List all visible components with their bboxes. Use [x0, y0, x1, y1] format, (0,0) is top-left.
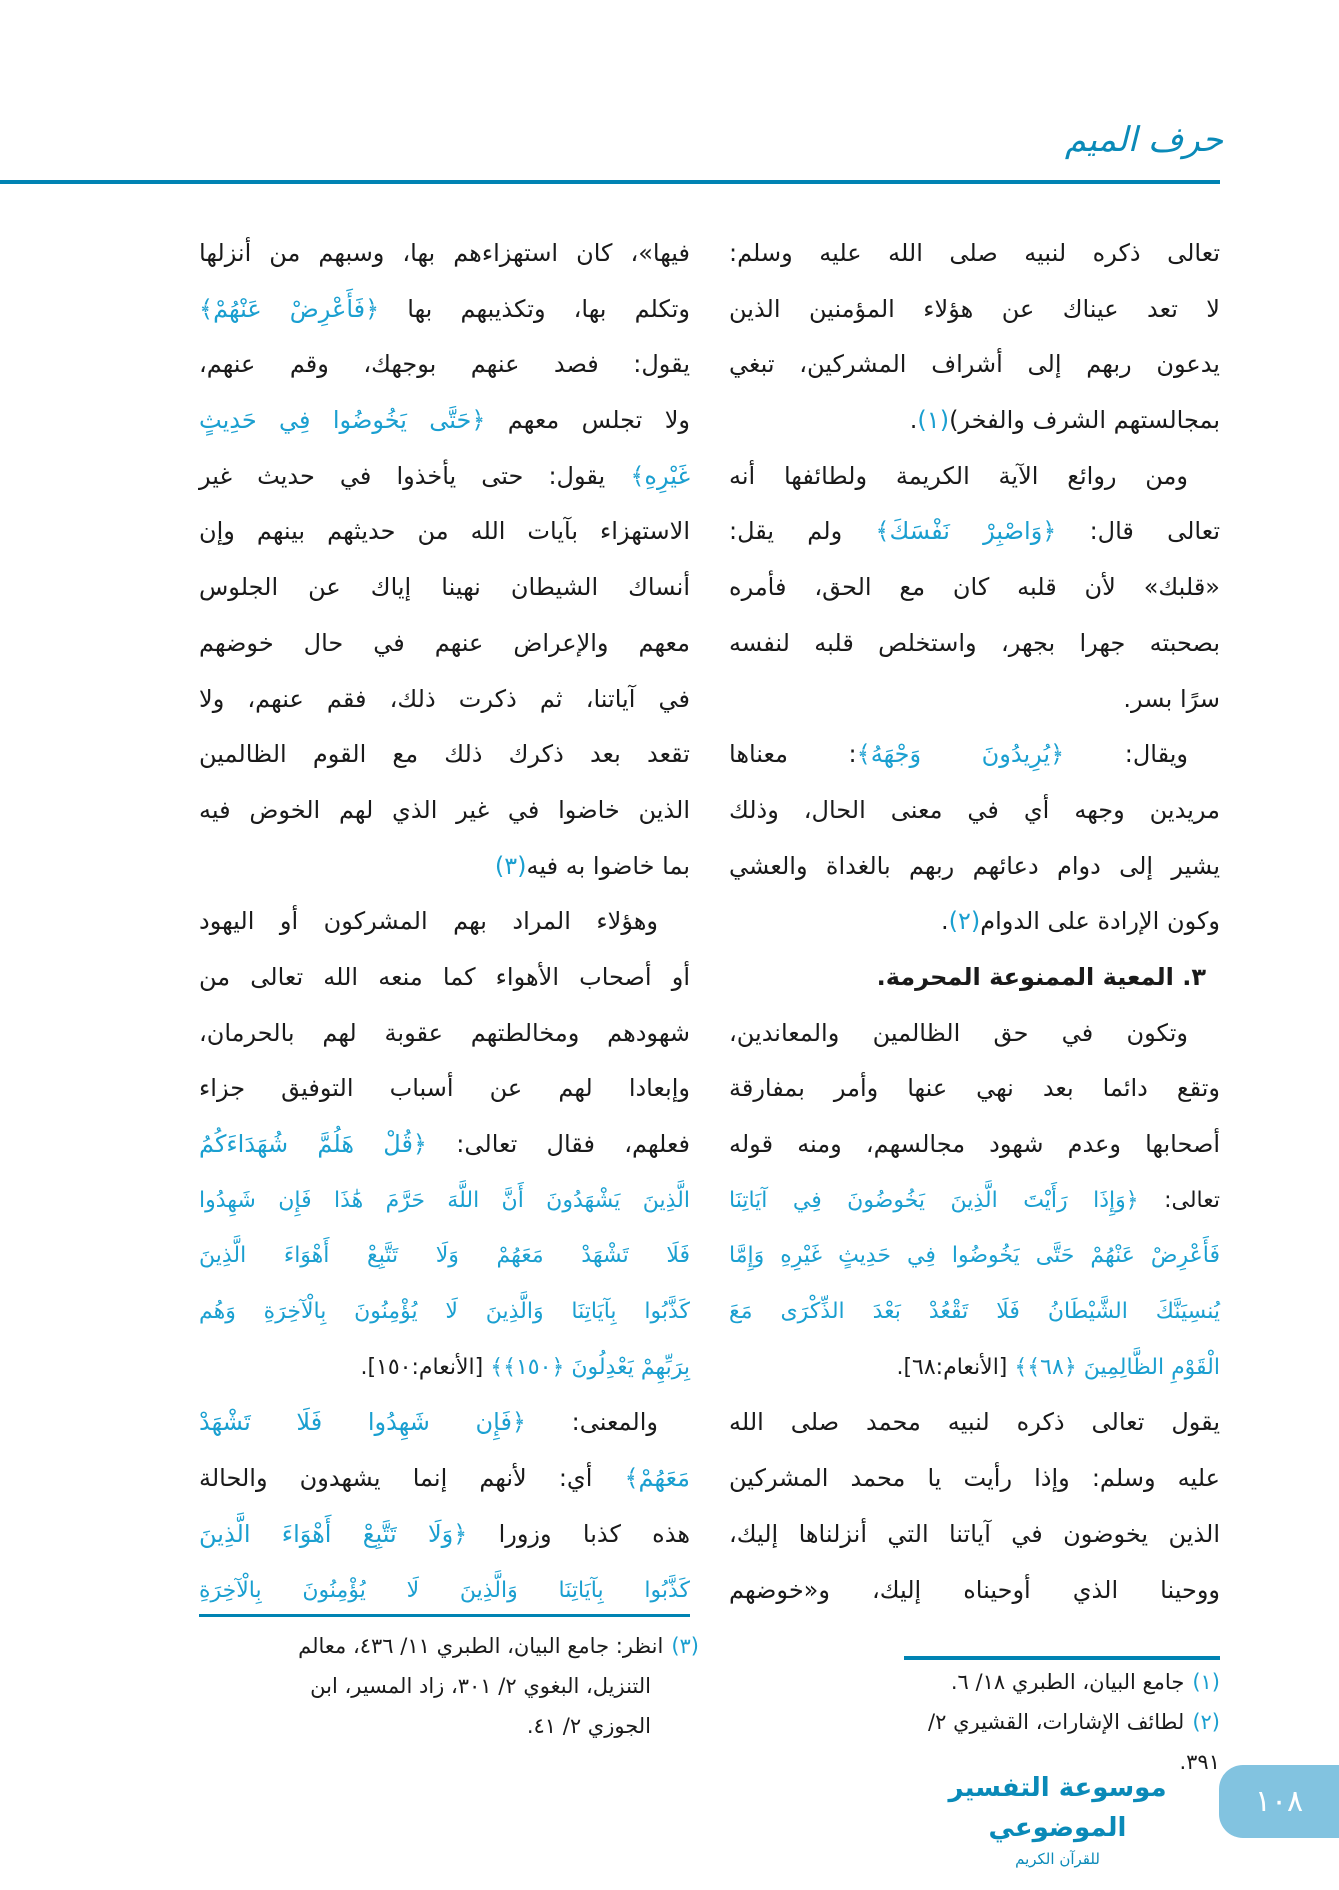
body-text: ولم يقل: [729, 517, 876, 546]
text-line [729, 1117, 1220, 1173]
text-line [729, 839, 1220, 895]
body-text: شهودهم ومخالطتهم عقوبة لهم بالحرمان، [199, 1018, 690, 1047]
text-line [199, 393, 690, 449]
body-text: الذين خاضوا في غير الذي لهم الخوض فيه [199, 795, 690, 824]
text-line [729, 337, 1220, 393]
text-line [199, 1563, 690, 1619]
body-text: بمجالستهم الشرف والفخر) [949, 406, 1220, 435]
text-line [199, 560, 690, 616]
section-heading [729, 950, 1220, 1006]
text-line [729, 1284, 1220, 1340]
text-line [199, 504, 690, 560]
quran-text: غَيْرِهِ﴾ [630, 461, 690, 490]
text-line [199, 839, 690, 895]
text-line [199, 1117, 690, 1173]
body-text: [الأنعام:٦٨]. [896, 1354, 1015, 1380]
chapter-title: حرف الميم [1064, 120, 1223, 160]
body-text: يدعون ربهم إلى أشراف المشركين، تبغي [729, 350, 1220, 379]
body-text: . [940, 907, 949, 936]
text-line [199, 783, 690, 839]
body-text: والمعنى: [526, 1408, 659, 1437]
text-line [729, 1061, 1220, 1117]
body-text: «قلبك» لأن قلبه كان مع الحق، فأمره [729, 573, 1220, 602]
quran-text: ﴿حَتَّى يَخُوضُوا فِي حَدِيثٍ [199, 406, 486, 435]
text-line [199, 1228, 690, 1284]
text-line [199, 672, 690, 728]
text-line [729, 894, 1220, 950]
body-text: وتكون في حق الظالمين والمعاندين، [729, 1018, 1188, 1047]
body-text: وتقع دائما بعد نهي عنها وأمر بمفارقة [729, 1074, 1220, 1103]
text-line [729, 1395, 1220, 1451]
text-line [199, 1061, 690, 1117]
body-text: مريدين وجهه أي في معنى الحال، وذلك [729, 795, 1220, 824]
body-text: ولا تجلس معهم [485, 406, 690, 435]
body-text: تعالى: [1138, 1187, 1220, 1213]
footnote-3: (٣)انظر: جامع البيان، الطبري ١١/ ٤٣٦، معالم التنزيل، البغوي ٢/ ٣٠١، زاد المسير، ابن الجوزي ٢/ ٤١. [298, 1634, 699, 1738]
text-line [729, 672, 1220, 728]
body-text: بصحبته جهرا بجهر، واستخلص قلبه لنفسه [729, 628, 1220, 657]
footnote-1: (١)جامع البيان، الطبري ١٨/ ٦. [950, 1670, 1220, 1694]
quran-text: كَذَّبُوا بِآيَاتِنَا وَالَّذِينَ لَا يُؤْمِنُونَ بِالْآخِرَةِ [199, 1577, 690, 1603]
page-number-badge: ١٠٨ [1219, 1765, 1339, 1838]
right-text-column [729, 226, 1220, 1618]
quran-text: ﴿وَإِذَا رَأَيْتَ الَّذِينَ يَخُوضُونَ فِي آيَاتِنَا [729, 1187, 1139, 1213]
quran-text: فَأَعْرِضْ عَنْهُمْ حَتَّى يَخُوضُوا فِي حَدِيثٍ غَيْرِهِ وَإِمَّا [729, 1243, 1220, 1269]
text-line [729, 1563, 1220, 1619]
text-line [729, 393, 1220, 449]
quran-text: فَلَا تَشْهَدْ مَعَهُمْ وَلَا تَتَّبِعْ أَهْوَاءَ الَّذِينَ [199, 1243, 690, 1269]
body-text: أنساك الشيطان نهينا إياك عن الجلوس [199, 573, 690, 602]
text-line [729, 226, 1220, 282]
footnotes-right [900, 1662, 1220, 1782]
text-line [729, 616, 1220, 672]
body-text: في آياتنا، ثم ذكرت ذلك، فقم عنهم، ولا [199, 684, 690, 713]
body-text: أي: لأنهم إنما يشهدون والحالة [199, 1464, 625, 1493]
quran-text: ﴿فَإِن شَهِدُوا فَلَا تَشْهَدْ [199, 1408, 526, 1437]
quran-text: ﴿قُلْ هَلُمَّ شُهَدَاءَكُمُ [199, 1130, 427, 1158]
text-line [729, 1507, 1220, 1563]
body-text: : معناها [729, 740, 857, 769]
footnote-2: (٢)لطائف الإشارات، القشيري ٢/ ٣٩١. [928, 1710, 1220, 1774]
body-text: يقول: فصد عنهم بوجهك، وقم عنهم، [199, 350, 690, 379]
body-text: . [909, 406, 918, 435]
text-line [729, 1173, 1220, 1229]
left-text-column [199, 226, 690, 1618]
body-text: بما خاضوا به فيه [526, 851, 690, 880]
body-text: أو أصحاب الأهواء كما منعه الله تعالى من [199, 962, 690, 991]
text-line [199, 1173, 690, 1229]
body-text: ووحينا الذي أوحيناه إليك، و«خوضهم [729, 1575, 1220, 1604]
quran-text: (٣) [494, 851, 527, 880]
body-text: يقول: حتى يأخذوا في حديث غير [199, 461, 631, 490]
text-line [199, 1395, 690, 1451]
text-line [199, 1340, 690, 1396]
body-text: ٣. المعية الممنوعة المحرمة. [876, 962, 1206, 991]
text-line [729, 1340, 1220, 1396]
body-text: الاستهزاء بآيات الله من حديثهم بينهم وإن [199, 517, 690, 546]
body-text: ومن روائع الآية الكريمة ولطائفها أنه [729, 461, 1188, 490]
text-line [729, 1228, 1220, 1284]
body-text: سرًا بسر. [1123, 684, 1220, 713]
quran-text: (٢) [948, 907, 981, 936]
text-line [199, 894, 690, 950]
body-text: ويقال: [1064, 740, 1189, 769]
body-text: فعلهم، فقال تعالى: [427, 1130, 690, 1158]
body-text: تعالى ذكره لنبيه صلى الله عليه وسلم: [729, 239, 1220, 267]
text-line [729, 449, 1220, 505]
left-footnote-divider [199, 1614, 690, 1617]
text-line [199, 449, 690, 505]
body-text: يقول تعالى ذكره لنبيه محمد صلى الله [729, 1408, 1220, 1437]
text-line [199, 1451, 690, 1507]
quran-text: (١) [917, 406, 950, 435]
body-text: فيها»، كان استهزاءهم بها، وسبهم من أنزلها [199, 239, 690, 267]
quran-text: بِرَبِّهِمْ يَعْدِلُونَ ﴿١٥٠﴾﴾ [490, 1354, 690, 1380]
text-line [729, 282, 1220, 338]
quran-text: ﴿فَأَعْرِضْ عَنْهُمْ﴾ [199, 294, 380, 323]
text-line [729, 560, 1220, 616]
text-line [199, 950, 690, 1006]
body-text: وتكلم بها، وتكذيبهم بها [379, 294, 691, 323]
text-line [199, 1006, 690, 1062]
body-text: [الأنعام:١٥٠]. [360, 1354, 491, 1380]
header-divider [0, 180, 1220, 184]
encyclopedia-logo: موسوعة التفسير الموضوعي للقرآن الكريم [948, 1773, 1167, 1868]
body-text: يشير إلى دوام دعائهم ربهم بالغداة والعشي [729, 851, 1220, 880]
text-line [199, 226, 690, 282]
body-text: هذه كذبا وزورا [467, 1519, 690, 1548]
text-line [199, 337, 690, 393]
quran-text: يُنسِيَنَّكَ الشَّيْطَانُ فَلَا تَقْعُدْ بَعْدَ الذِّكْرَى مَعَ [729, 1299, 1220, 1325]
quran-text: كَذَّبُوا بِآيَاتِنَا وَالَّذِينَ لَا يُؤْمِنُونَ بِالْآخِرَةِ وَهُم [199, 1299, 690, 1325]
right-footnote-divider [904, 1656, 1220, 1660]
text-line [199, 1507, 690, 1563]
body-text: وكون الإرادة على الدوام [980, 907, 1220, 936]
text-line [199, 727, 690, 783]
quran-text: ﴿وَلَا تَتَّبِعْ أَهْوَاءَ الَّذِينَ [199, 1519, 468, 1548]
text-line [199, 616, 690, 672]
body-text: الذين يخوضون في آياتنا التي أنزلناها إليك، [729, 1519, 1220, 1548]
text-line [199, 282, 690, 338]
text-line [729, 783, 1220, 839]
body-text: وإبعادا لهم عن أسباب التوفيق جزاء [199, 1074, 690, 1103]
body-text: تعالى قال: [1056, 517, 1221, 546]
body-text: تقعد بعد ذكرك ذلك مع القوم الظالمين [199, 740, 690, 769]
quran-text: الَّذِينَ يَشْهَدُونَ أَنَّ اللَّهَ حَرَّمَ هَٰذَا فَإِن شَهِدُوا [199, 1187, 690, 1213]
body-text: عليه وسلم: وإذا رأيت يا محمد المشركين [729, 1464, 1220, 1493]
body-text: وهؤلاء المراد بهم المشركون أو اليهود [199, 907, 658, 936]
quran-text: ﴿وَاصْبِرْ نَفْسَكَ﴾ [875, 517, 1057, 546]
quran-text: مَعَهُمْ﴾ [624, 1464, 690, 1493]
text-line [199, 1284, 690, 1340]
body-text: أصحابها وعدم شهود مجالسهم، ومنه قوله [729, 1130, 1220, 1158]
text-line [729, 1006, 1220, 1062]
quran-text: ﴿يُرِيدُونَ وَجْهَهُ﴾ [856, 740, 1065, 769]
text-line [729, 1451, 1220, 1507]
body-text: لا تعد عيناك عن هؤلاء المؤمنين الذين [729, 294, 1220, 323]
text-line [729, 727, 1220, 783]
text-line [729, 504, 1220, 560]
body-text: معهم والإعراض عنهم في حال خوضهم [199, 628, 690, 657]
quran-text: الْقَوْمِ الظَّالِمِينَ ﴿٦٨﴾﴾ [1014, 1354, 1220, 1380]
